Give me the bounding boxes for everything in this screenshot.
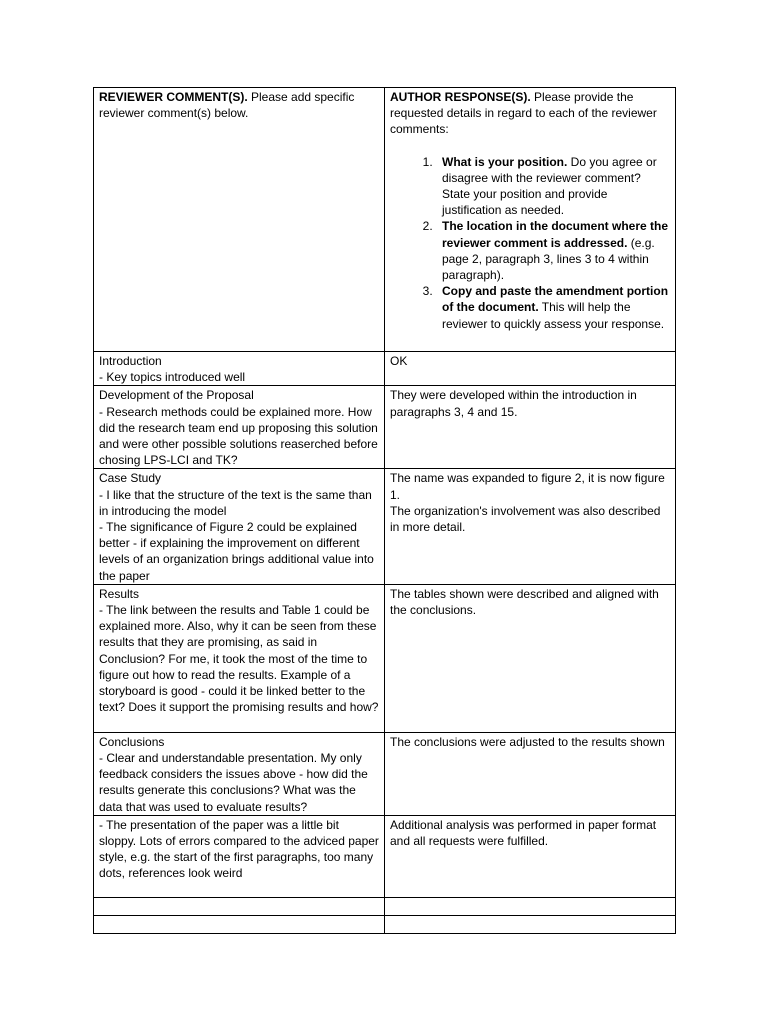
reviewer-header-text: Please add specific reviewer comment(s) below. — [99, 90, 355, 121]
table-row — [94, 732, 676, 815]
reviewer-header-cell — [94, 88, 385, 352]
reviewer-comment-cell — [94, 469, 385, 584]
step-item — [436, 283, 670, 332]
response-steps-list — [390, 154, 670, 332]
section-title: Case Study — [99, 471, 162, 486]
reviewer-comment-cell — [94, 732, 385, 815]
author-header-title: AUTHOR RESPONSE(S). — [390, 90, 531, 104]
author-response-text: Additional analysis was performed in paper format and all requests were fulfilled. — [390, 817, 657, 849]
table-row — [94, 469, 676, 584]
author-response-cell — [385, 815, 676, 897]
section-title: Results — [99, 586, 140, 601]
step-text: Do you agree or disagree with the reviewer comment? State your position and provide justification as needed. — [442, 154, 657, 218]
reviewer-comment-text: - The significance of Figure 2 could be explained better - if explaining the improvement on different levels of an organization brings additional value into the paper — [99, 520, 374, 583]
empty-row — [94, 915, 676, 933]
empty-cell — [94, 897, 385, 915]
reviewer-comment-text: - I like that the structure of the text is the same than in introducing the model — [99, 487, 372, 518]
step-item — [436, 154, 670, 219]
section-title: Development of the Proposal — [99, 388, 254, 403]
step-bold: Copy and paste the amendment portion of the document. — [442, 284, 669, 315]
author-response-text: The conclusions were adjusted to the results shown — [390, 734, 665, 749]
reviewer-comment-text: - Research methods could be explained more. How did the research team end up proposing this solution and were other possible solutions reaserched before chosing LPS-LCI and TK? — [99, 404, 378, 468]
step-text: This will help the reviewer to quickly assess your response. — [442, 300, 665, 331]
section-title: Conclusions — [99, 734, 165, 749]
step-item — [436, 218, 670, 283]
reviewer-comment-cell — [94, 386, 385, 469]
author-response-text: OK — [390, 354, 408, 368]
author-response-text: The name was expanded to figure 2, it is now figure 1. — [390, 471, 665, 502]
author-header-text: Please provide the requested details in regard to each of the reviewer comments: — [390, 90, 657, 137]
table-row — [94, 815, 676, 897]
author-response-cell — [385, 352, 676, 386]
table-row — [94, 584, 676, 732]
author-response-text: They were developed within the introduction in paragraphs 3, 4 and 15. — [390, 388, 637, 419]
author-response-cell — [385, 386, 676, 469]
step-text: (e.g. page 2, paragraph 3, lines 3 to 4 within paragraph). — [442, 235, 655, 283]
empty-cell — [385, 915, 676, 933]
reviewer-comment-text: - Clear and understandable presentation. My only feedback considers the issues above - how did the results generate this conclusions? What was the data that was used to evaluate results? — [99, 751, 368, 814]
author-response-text: The organization's involvement was also described in more detail. — [390, 503, 661, 535]
empty-cell — [385, 897, 676, 915]
reviewer-comment-text: - Key topics introduced well — [99, 370, 246, 385]
step-bold: The location in the document where the reviewer comment is addressed. — [442, 219, 669, 250]
author-response-cell — [385, 469, 676, 584]
reviewer-comment-cell — [94, 584, 385, 732]
reviewer-comment-text: - The presentation of the paper was a little bit sloppy. Lots of errors compared to the adviced paper style, e.g. the start of the first paragraphs, too many dots, references look weird — [99, 817, 379, 881]
review-table — [93, 87, 676, 934]
table-row — [94, 386, 676, 469]
author-response-cell — [385, 584, 676, 732]
author-header-cell — [385, 88, 676, 352]
empty-row — [94, 897, 676, 915]
author-response-cell — [385, 732, 676, 815]
reviewer-comment-cell — [94, 815, 385, 897]
reviewer-comment-cell — [94, 352, 385, 386]
author-response-text: The tables shown were described and aligned with the conclusions. — [390, 586, 659, 618]
empty-cell — [94, 915, 385, 933]
section-title: Introduction — [99, 354, 162, 368]
header-row — [94, 88, 676, 352]
step-bold: What is your position. — [442, 154, 568, 169]
table-row — [94, 352, 676, 386]
reviewer-comment-text: - The link between the results and Table 1 could be explained more. Also, why it can be seen from these results that they are promising, as said in Conclusion? For me, it took the most of the time to figure out how to read the results. Example of a storyboard is good - could it be linked better to the text? Does it support the promising results and how? — [99, 603, 379, 715]
reviewer-header-title: REVIEWER COMMENT(S). — [99, 90, 248, 104]
